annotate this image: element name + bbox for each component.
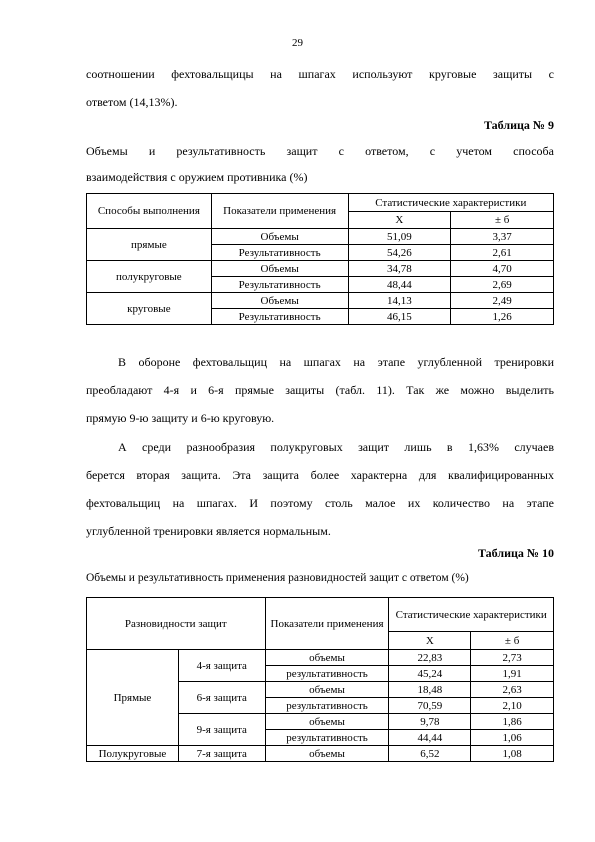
x-cell: 54,26 (348, 245, 451, 261)
sd-cell: 2,49 (451, 293, 554, 309)
indicator-cell: Результативность (211, 277, 348, 293)
text-line: фехтовальщиц на шпагах. И поэтому столь малое их количество на этапе (86, 496, 554, 510)
indicator-cell: Объемы (211, 229, 348, 245)
x-cell: 18,48 (389, 682, 471, 698)
indicator-cell: Объемы (211, 261, 348, 277)
subgroup-label: 9-я защита (178, 714, 265, 746)
x-cell: 9,78 (389, 714, 471, 730)
x-cell: 34,78 (348, 261, 451, 277)
caption-line: Объемы и результативность применения разновидностей защит с ответом (%) (86, 572, 469, 584)
sd-cell: 2,10 (471, 698, 554, 714)
x-cell: 22,83 (389, 650, 471, 666)
sd-cell: 2,69 (451, 277, 554, 293)
x-cell: 48,44 (348, 277, 451, 293)
sd-cell: 2,63 (471, 682, 554, 698)
table-row (87, 229, 554, 245)
sd-cell: 1,91 (471, 666, 554, 682)
indicator-cell: объемы (265, 650, 389, 666)
indicator-cell: объемы (265, 714, 389, 730)
header-sd: ± б (451, 212, 554, 229)
text-line: берется вторая защита. Эта защита более характерна для квалифицированных (86, 468, 554, 482)
subgroup-label: 6-я защита (178, 682, 265, 714)
sd-cell: 1,26 (451, 309, 554, 325)
group-label: круговые (87, 293, 212, 325)
group-label: прямые (87, 229, 212, 261)
text-line: преобладают 4-я и 6-я прямые защиты (табл. 11). Так же можно выделить (86, 383, 554, 397)
table-row (87, 746, 554, 762)
header-method: Способы выполнения (87, 194, 212, 229)
sd-cell: 2,61 (451, 245, 554, 261)
header-sd: ± б (471, 632, 554, 650)
text-line: В обороне фехтовальщиц на шпагах на этапе углубленной тренировки (118, 355, 554, 369)
indicator-cell: Объемы (211, 293, 348, 309)
table-row (87, 650, 554, 666)
text-line: прямую 9-ю защиту и 6-ю круговую. (86, 411, 275, 425)
header-stats: Статистические характеристики (389, 598, 554, 632)
header-indicator: Показатели применения (211, 194, 348, 229)
indicator-cell: Результативность (211, 309, 348, 325)
paragraph-defense (86, 348, 554, 432)
indicator-cell: объемы (265, 682, 389, 698)
sd-cell: 1,86 (471, 714, 554, 730)
x-cell: 44,44 (389, 730, 471, 746)
indicator-cell: результативность (265, 730, 389, 746)
caption-line: Объемы и результативность защит с ответом, с учетом способа (86, 144, 554, 158)
indicator-cell: Результативность (211, 245, 348, 261)
paragraph-semicircular (86, 433, 554, 545)
group-label: Полукруговые (87, 746, 179, 762)
table-9-number: Таблица № 9 (483, 118, 554, 132)
text-line: А среди разнообразия полукруговых защит лишь в 1,63% случаев (118, 440, 554, 454)
table-10 (86, 597, 554, 762)
indicator-cell: результативность (265, 666, 389, 682)
header-indicator: Показатели применения (265, 598, 389, 650)
x-cell: 45,24 (389, 666, 471, 682)
indicator-cell: результативность (265, 698, 389, 714)
x-cell: 14,13 (348, 293, 451, 309)
x-cell: 70,59 (389, 698, 471, 714)
sd-cell: 1,08 (471, 746, 554, 762)
group-label: полукруговые (87, 261, 212, 293)
sd-cell: 2,73 (471, 650, 554, 666)
header-x: X (348, 212, 451, 229)
table-row (87, 261, 554, 277)
page-number: 29 (292, 37, 303, 49)
subgroup-label: 4-я защита (178, 650, 265, 682)
sd-cell: 1,06 (471, 730, 554, 746)
table-10-caption (86, 568, 554, 588)
x-cell: 46,15 (348, 309, 451, 325)
sd-cell: 4,70 (451, 261, 554, 277)
header-types: Разновидности защит (87, 598, 266, 650)
group-label: Прямые (87, 650, 179, 746)
text-line: соотношении фехтовальщицы на шпагах используют круговые защиты с (86, 67, 554, 81)
header-x: X (389, 632, 471, 650)
text-line: углубленной тренировки является нормальным. (86, 524, 331, 538)
x-cell: 51,09 (348, 229, 451, 245)
table-9-caption (86, 138, 554, 190)
caption-line: взаимодействия с оружием противника (%) (86, 170, 308, 184)
table-9 (86, 193, 554, 325)
text-line: ответом (14,13%). (86, 95, 178, 109)
table-10-number: Таблица № 10 (477, 546, 554, 560)
header-stats: Статистические характеристики (348, 194, 553, 212)
subgroup-label: 7-я защита (178, 746, 265, 762)
indicator-cell: объемы (265, 746, 389, 762)
intro-paragraph (86, 60, 554, 116)
table-row (87, 293, 554, 309)
sd-cell: 3,37 (451, 229, 554, 245)
x-cell: 6,52 (389, 746, 471, 762)
